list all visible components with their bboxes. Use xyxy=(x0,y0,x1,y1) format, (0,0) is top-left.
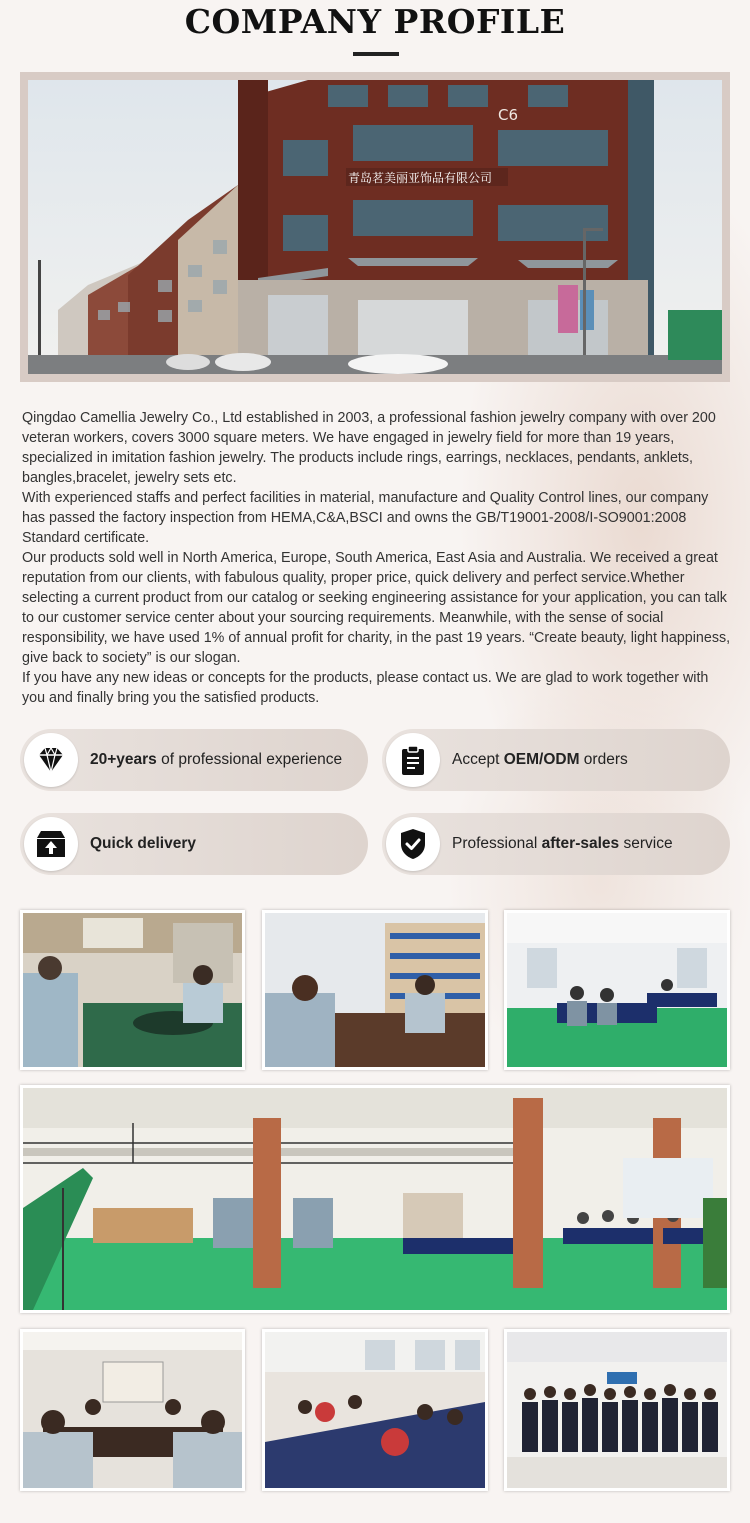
team-photo-group xyxy=(504,1329,730,1491)
feature-experience xyxy=(20,729,368,791)
delivery-box-icon xyxy=(24,817,78,871)
profile-paragraph: Our products sold well in North America, Europe, South America, East Asia and Australia. We received a great reputation from our clients, with fabulous quality, proper price, quick delivery and perfect service.Whether selecting a current product from our catalog or seeking engineering assistance for your application, you can talk to our customer service center about your sourcing requirements. Meanwhile, with the sense of social responsibility, we have used 1% of annual profit for charity, in the past 19 years. “Create beauty, light happiness, give back to society” is our slogan. xyxy=(22,550,731,666)
factory-building-photo xyxy=(28,80,722,374)
feature-oem-odm xyxy=(382,729,730,791)
feature-label: Accept OEM/ODM orders xyxy=(452,751,628,768)
shield-check-icon xyxy=(386,817,440,871)
feature-label: Professional after-sales service xyxy=(452,835,673,852)
factory-panorama-photo xyxy=(20,1085,730,1313)
workshop-photo-polishing xyxy=(20,910,245,1070)
feature-label: 20+years of professional experience xyxy=(90,751,343,768)
team-photo-workshop xyxy=(262,1329,488,1491)
clipboard-icon xyxy=(386,733,440,787)
diamond-icon xyxy=(24,733,78,787)
page-title: COMPANY PROFILE xyxy=(184,2,566,41)
profile-paragraph: Qingdao Camellia Jewelry Co., Ltd established in 2003, a professional fashion jewelry company with over 200 veteran workers, covers 3000 square meters. We have engaged in jewelry field for more than 19 years, specialized in imitation fashion jewelry. The products include rings, earrings, necklaces, pendants, anklets, bangles,bracelet, jewelry sets etc. xyxy=(22,410,716,486)
company-profile-text xyxy=(22,408,734,708)
company-sign-text: 青岛茗美丽亚饰品有限公司 xyxy=(348,171,493,185)
profile-paragraph: If you have any new ideas or concepts for the products, please contact us. We are glad to work together with you and finally bring you the satisfied products. xyxy=(22,670,709,706)
workshop-photo-hall xyxy=(504,910,730,1070)
profile-paragraph: With experienced staffs and perfect facilities in material, manufacture and Quality Control lines, our company has passed the factory inspection from HEMA,C&A,BSCI and owns the GB/T19001-2008/I-SO9001:2008 Standard certificate. xyxy=(22,490,709,546)
feature-after-sales xyxy=(382,813,730,875)
hero-photo-frame xyxy=(20,72,730,382)
title-underline xyxy=(353,52,399,56)
feature-quick-delivery xyxy=(20,813,368,875)
workshop-photo-assembly xyxy=(262,910,488,1070)
team-photo-training xyxy=(20,1329,245,1491)
building-number: C6 xyxy=(498,106,519,124)
feature-label: Quick delivery xyxy=(90,835,196,852)
